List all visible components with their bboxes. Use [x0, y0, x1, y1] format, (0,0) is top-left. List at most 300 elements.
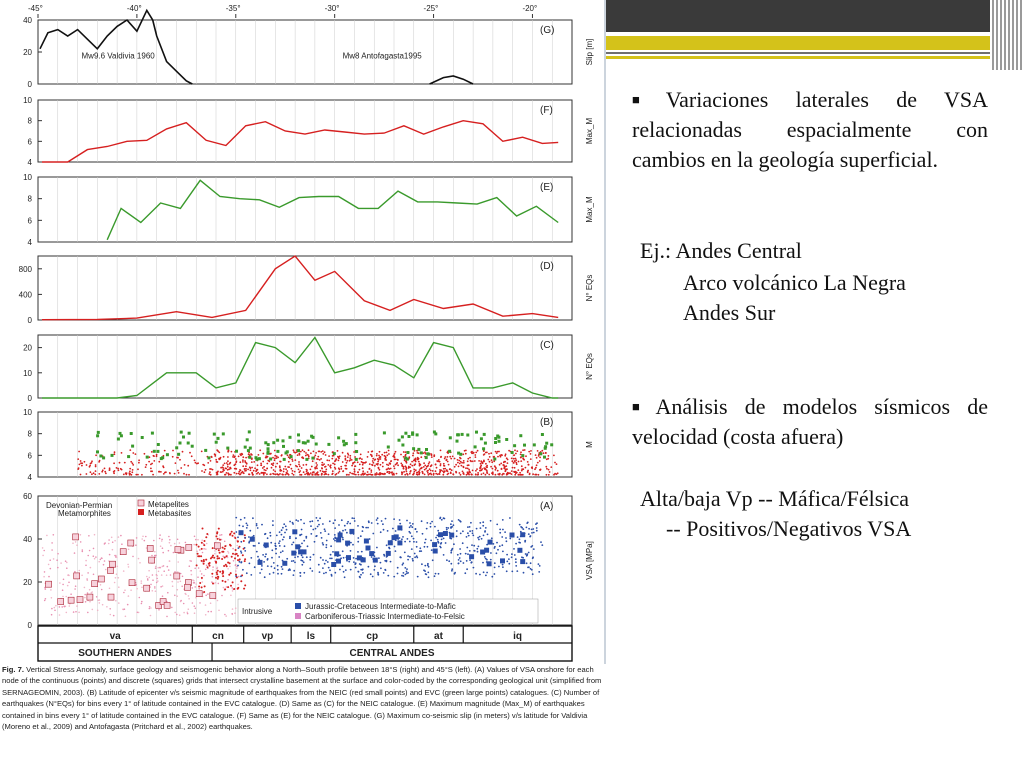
intrusive-mafic-point	[342, 539, 344, 541]
intrusive-mafic-square	[373, 558, 378, 563]
metabasite-point	[218, 549, 220, 551]
intrusive-mafic-point	[416, 541, 418, 543]
metapelite-point	[81, 575, 83, 577]
intrusive-mafic-point	[273, 572, 275, 574]
metapelite-point	[101, 557, 103, 559]
metapelite-point	[170, 545, 172, 547]
neic-point	[507, 462, 509, 464]
intrusive-mafic-point	[490, 520, 492, 522]
evc-point	[119, 432, 122, 435]
neic-point	[505, 468, 507, 470]
neic-point	[539, 460, 541, 462]
metapelite-point	[66, 562, 68, 564]
neic-point	[99, 460, 101, 462]
neic-point	[405, 451, 407, 453]
metapelite-point	[82, 551, 84, 553]
metabasite-point	[244, 560, 246, 562]
intrusive-mafic-point	[301, 529, 303, 531]
intrusive-mafic-point	[469, 530, 471, 532]
neic-point	[358, 474, 360, 476]
intrusive-mafic-point	[347, 521, 349, 523]
neic-point	[245, 468, 247, 470]
neic-point	[440, 450, 442, 452]
neic-point	[490, 466, 492, 468]
neic-point	[389, 463, 391, 465]
neic-point	[460, 461, 462, 463]
panel-tag: (D)	[540, 261, 554, 272]
neic-point	[303, 464, 305, 466]
metapelite-point	[171, 607, 173, 609]
bullet-square-icon: ■	[632, 399, 652, 414]
metapelite-point	[155, 566, 157, 568]
neic-point	[513, 471, 515, 473]
metabasite-point	[210, 557, 212, 559]
neic-point	[516, 463, 518, 465]
neic-point	[278, 474, 280, 476]
intrusive-mafic-point	[294, 556, 296, 558]
intrusive-mafic-point	[257, 556, 259, 558]
metapelite-point	[121, 543, 123, 545]
intrusive-mafic-point	[483, 571, 485, 573]
metapelite-point	[180, 581, 182, 583]
intrusive-mafic-point	[240, 562, 242, 564]
metabasite-point	[216, 573, 218, 575]
intrusive-mafic-point	[496, 552, 498, 554]
neic-point	[467, 458, 469, 460]
metapelite-point	[168, 550, 170, 552]
intrusive-mafic-point	[350, 550, 352, 552]
intrusive-mafic-point	[536, 527, 538, 529]
intrusive-mafic-point	[443, 554, 445, 556]
neic-point	[109, 469, 111, 471]
metapelite-point	[95, 556, 97, 558]
neic-point	[388, 450, 390, 452]
neic-point	[545, 452, 547, 454]
neic-point	[226, 472, 228, 474]
neic-point	[222, 471, 224, 473]
neic-point	[515, 471, 517, 473]
metapelite-point	[151, 555, 153, 557]
neic-point	[381, 454, 383, 456]
intrusive-mafic-point	[355, 558, 357, 560]
neic-point	[513, 454, 515, 456]
intrusive-mafic-point	[387, 530, 389, 532]
neic-point	[424, 469, 426, 471]
metapelite-square	[98, 576, 104, 582]
neic-point	[423, 462, 425, 464]
intrusive-mafic-point	[441, 539, 443, 541]
metabasite-point	[226, 565, 228, 567]
legend-metabasites-swatch	[138, 509, 144, 515]
intrusive-mafic-point	[422, 533, 424, 535]
neic-point	[95, 454, 97, 456]
neic-point	[378, 467, 380, 469]
metapelite-point	[102, 604, 104, 606]
metapelite-point	[62, 589, 64, 591]
metapelite-square	[110, 561, 116, 567]
neic-point	[460, 458, 462, 460]
intrusive-mafic-square	[520, 559, 525, 564]
neic-point	[413, 460, 415, 462]
metabasite-point	[211, 573, 213, 575]
neic-point	[371, 454, 373, 456]
panel-tag: (C)	[540, 340, 554, 351]
intrusive-mafic-point	[322, 544, 324, 546]
intrusive-mafic-point	[273, 562, 275, 564]
y-tick-label: 6	[27, 451, 32, 461]
metapelite-point	[154, 587, 156, 589]
neic-point	[293, 449, 295, 451]
neic-point	[511, 473, 513, 475]
neic-point	[263, 466, 265, 468]
neic-point	[492, 468, 494, 470]
intrusive-mafic-point	[475, 573, 477, 575]
intrusive-mafic-point	[317, 526, 319, 528]
intrusive-mafic-point	[484, 530, 486, 532]
metabasite-point	[219, 552, 221, 554]
neic-point	[305, 464, 307, 466]
intrusive-mafic-point	[291, 544, 293, 546]
neic-point	[251, 472, 253, 474]
intrusive-mafic-point	[466, 547, 468, 549]
intrusive-mafic-point	[451, 520, 453, 522]
metabasite-point	[229, 544, 231, 546]
neic-point	[497, 456, 499, 458]
metapelite-point	[82, 549, 84, 551]
bullet-seismic-models-text: Análisis de modelos sísmicos de velocidad (costa afuera)	[632, 394, 988, 449]
metapelite-point	[61, 606, 63, 608]
metapelite-point	[205, 595, 207, 597]
intrusive-mafic-point	[480, 527, 482, 529]
metapelite-point	[87, 572, 89, 574]
neic-point	[439, 473, 441, 475]
metabasite-point	[244, 558, 246, 560]
y-tick-label: 6	[27, 137, 32, 147]
evc-point	[99, 455, 102, 458]
neic-point	[476, 468, 478, 470]
metapelite-point	[128, 566, 130, 568]
metabasite-point	[224, 557, 226, 559]
neic-point	[306, 469, 308, 471]
metapelite-point	[79, 570, 81, 572]
evc-point	[406, 458, 409, 461]
intrusive-mafic-point	[499, 545, 501, 547]
intrusive-mafic-point	[300, 575, 302, 577]
evc-point	[180, 431, 183, 434]
metapelite-point	[127, 564, 129, 566]
neic-point	[304, 473, 306, 475]
intrusive-mafic-point	[311, 570, 313, 572]
intrusive-mafic-point	[295, 519, 297, 521]
neic-point	[233, 472, 235, 474]
intrusive-mafic-point	[271, 557, 273, 559]
neic-point	[334, 467, 336, 469]
neic-point	[541, 450, 543, 452]
neic-point	[455, 464, 457, 466]
neic-point	[205, 469, 207, 471]
intrusive-mafic-point	[283, 536, 285, 538]
neic-point	[149, 456, 151, 458]
intrusive-mafic-square	[392, 535, 397, 540]
neic-point	[227, 466, 229, 468]
metabasite-point	[196, 564, 198, 566]
neic-point	[123, 474, 125, 476]
metapelite-point	[104, 560, 106, 562]
neic-point	[432, 470, 434, 472]
neic-point	[227, 464, 229, 466]
intrusive-mafic-point	[244, 517, 246, 519]
intrusive-mafic-point	[242, 525, 244, 527]
neic-point	[409, 466, 411, 468]
neic-point	[311, 474, 313, 476]
neic-point	[338, 460, 340, 462]
neic-point	[459, 472, 461, 474]
metapelite-square	[58, 599, 64, 605]
metapelite-point	[94, 558, 96, 560]
neic-point	[539, 457, 541, 459]
neic-point	[216, 461, 218, 463]
intrusive-mafic-square	[487, 561, 492, 566]
neic-point	[252, 474, 254, 476]
metapelite-point	[139, 562, 141, 564]
intrusive-mafic-point	[322, 567, 324, 569]
evc-point	[480, 437, 483, 440]
metapelite-point	[192, 602, 194, 604]
neic-point	[438, 459, 440, 461]
neic-point	[330, 467, 332, 469]
metapelite-point	[207, 593, 209, 595]
y-tick-label: 10	[23, 96, 32, 105]
neic-point	[150, 468, 152, 470]
legend-metapelites-swatch	[138, 500, 144, 506]
intrusive-mafic-point	[269, 532, 271, 534]
metapelite-point	[221, 534, 223, 536]
intrusive-mafic-point	[409, 541, 411, 543]
neic-point	[485, 468, 487, 470]
intrusive-mafic-point	[285, 525, 287, 527]
neic-point	[403, 471, 405, 473]
intrusive-mafic-point	[235, 575, 237, 577]
intrusive-mafic-point	[281, 566, 283, 568]
intrusive-mafic-point	[438, 542, 440, 544]
metapelite-point	[152, 579, 154, 581]
intrusive-mafic-point	[357, 525, 359, 527]
neic-point	[486, 472, 488, 474]
intrusive-mafic-point	[278, 542, 280, 544]
metapelite-point	[57, 567, 59, 569]
metapelite-point	[214, 550, 216, 552]
metabasite-point	[215, 562, 217, 564]
neic-point	[299, 470, 301, 472]
neic-point	[342, 452, 344, 454]
intrusive-mafic-point	[314, 541, 316, 543]
neic-point	[118, 469, 120, 471]
neic-point	[475, 452, 477, 454]
neic-point	[424, 451, 426, 453]
neic-point	[372, 458, 374, 460]
y-tick-label: 40	[23, 535, 32, 544]
intrusive-mafic-point	[513, 548, 515, 550]
metabasite-point	[200, 555, 202, 557]
intrusive-mafic-point	[235, 531, 237, 533]
neic-point	[528, 464, 530, 466]
intrusive-mafic-point	[493, 543, 495, 545]
neic-point	[376, 455, 378, 457]
neic-point	[320, 470, 322, 472]
neic-point	[497, 473, 499, 475]
metapelite-point	[85, 560, 87, 562]
neic-point	[301, 467, 303, 469]
metabasite-point	[217, 570, 219, 572]
neic-point	[499, 464, 501, 466]
neic-point	[463, 472, 465, 474]
y-tick-label: 10	[23, 368, 32, 378]
intrusive-mafic-point	[424, 542, 426, 544]
neic-point	[223, 469, 225, 471]
metapelite-point	[98, 561, 100, 563]
neic-point	[440, 456, 442, 458]
neic-point	[465, 453, 467, 455]
neic-point	[458, 466, 460, 468]
metapelite-point	[172, 581, 174, 583]
metabasite-point	[212, 583, 214, 585]
neic-point	[451, 469, 453, 471]
neic-point	[211, 456, 213, 458]
metapelite-point	[192, 587, 194, 589]
metapelite-point	[138, 612, 140, 614]
neic-point	[321, 473, 323, 475]
intrusive-mafic-point	[450, 523, 452, 525]
neic-point	[377, 461, 379, 463]
intrusive-mafic-point	[374, 565, 376, 567]
intrusive-mafic-point	[302, 556, 304, 558]
neic-point	[321, 462, 323, 464]
metapelite-point	[205, 569, 207, 571]
neic-point	[528, 451, 530, 453]
neic-point	[317, 456, 319, 458]
neic-point	[308, 449, 310, 451]
metapelite-point	[224, 614, 226, 616]
intrusive-mafic-point	[403, 575, 405, 577]
neic-point	[290, 464, 292, 466]
evc-point	[433, 431, 436, 434]
intrusive-mafic-point	[275, 553, 277, 555]
intrusive-mafic-point	[472, 530, 474, 532]
neic-point	[283, 471, 285, 473]
neic-point	[444, 470, 446, 472]
metapelite-point	[174, 543, 176, 545]
neic-point	[511, 460, 513, 462]
evc-point	[179, 442, 182, 445]
metabasite-point	[208, 563, 210, 565]
bullet-vsa	[632, 85, 988, 175]
intrusive-mafic-point	[329, 520, 331, 522]
metapelite-point	[63, 579, 65, 581]
line-positivos: -- Positivos/Negativos VSA	[666, 516, 912, 541]
intrusive-mafic-point	[421, 520, 423, 522]
neic-point	[412, 455, 414, 457]
neic-point	[312, 460, 314, 462]
intrusive-mafic-point	[467, 532, 469, 534]
geology-unit-label: at	[434, 631, 443, 642]
metapelite-point	[177, 571, 179, 573]
metapelite-point	[193, 582, 195, 584]
metapelite-point	[97, 610, 99, 612]
metapelite-point	[227, 551, 229, 553]
neic-point	[259, 473, 261, 475]
neic-point	[464, 450, 466, 452]
neic-point	[235, 468, 237, 470]
neic-point	[360, 454, 362, 456]
legend-devonian: Devonian-Permian	[46, 501, 113, 510]
neic-point	[423, 466, 425, 468]
neic-point	[490, 452, 492, 454]
legend-felsic: Carboniferous-Triassic Intermediate-to-Felsic	[305, 612, 465, 621]
neic-point	[420, 468, 422, 470]
metapelite-point	[177, 561, 179, 563]
intrusive-mafic-point	[432, 559, 434, 561]
neic-point	[225, 474, 227, 476]
metabasite-point	[213, 557, 215, 559]
intrusive-mafic-point	[451, 526, 453, 528]
metabasite-point	[237, 541, 239, 543]
metabasite-point	[203, 560, 205, 562]
evc-point	[187, 442, 190, 445]
intrusive-mafic-point	[483, 535, 485, 537]
neic-point	[251, 461, 253, 463]
evc-point	[511, 451, 514, 454]
neic-point	[332, 455, 334, 457]
intrusive-mafic-point	[319, 571, 321, 573]
neic-point	[321, 467, 323, 469]
intrusive-mafic-point	[469, 550, 471, 552]
metapelite-point	[56, 559, 58, 561]
neic-point	[553, 455, 555, 457]
neic-point	[349, 457, 351, 459]
evc-point	[333, 452, 336, 455]
intrusive-mafic-point	[535, 523, 537, 525]
neic-point	[230, 474, 232, 476]
intrusive-mafic-point	[538, 571, 540, 573]
neic-point	[433, 473, 435, 475]
evc-point	[222, 432, 225, 435]
neic-point	[443, 463, 445, 465]
metapelite-point	[59, 606, 61, 608]
neic-point	[335, 458, 337, 460]
neic-point	[455, 471, 457, 473]
neic-point	[472, 470, 474, 472]
neic-point	[257, 472, 259, 474]
intrusive-mafic-point	[342, 550, 344, 552]
intrusive-mafic-point	[397, 573, 399, 575]
intrusive-mafic-square	[388, 540, 393, 545]
neic-point	[461, 465, 463, 467]
intrusive-mafic-point	[395, 530, 397, 532]
evc-point	[387, 446, 390, 449]
neic-point	[367, 474, 369, 476]
metapelite-point	[152, 590, 154, 592]
intrusive-mafic-point	[303, 540, 305, 542]
bullet-square-icon: ■	[632, 92, 662, 107]
intrusive-mafic-point	[282, 568, 284, 570]
intrusive-mafic-point	[333, 538, 335, 540]
neic-point	[207, 462, 209, 464]
evc-point	[457, 452, 460, 455]
neic-point	[208, 473, 210, 475]
intrusive-mafic-point	[407, 538, 409, 540]
metabasite-point	[209, 565, 211, 567]
neic-point	[93, 472, 95, 474]
